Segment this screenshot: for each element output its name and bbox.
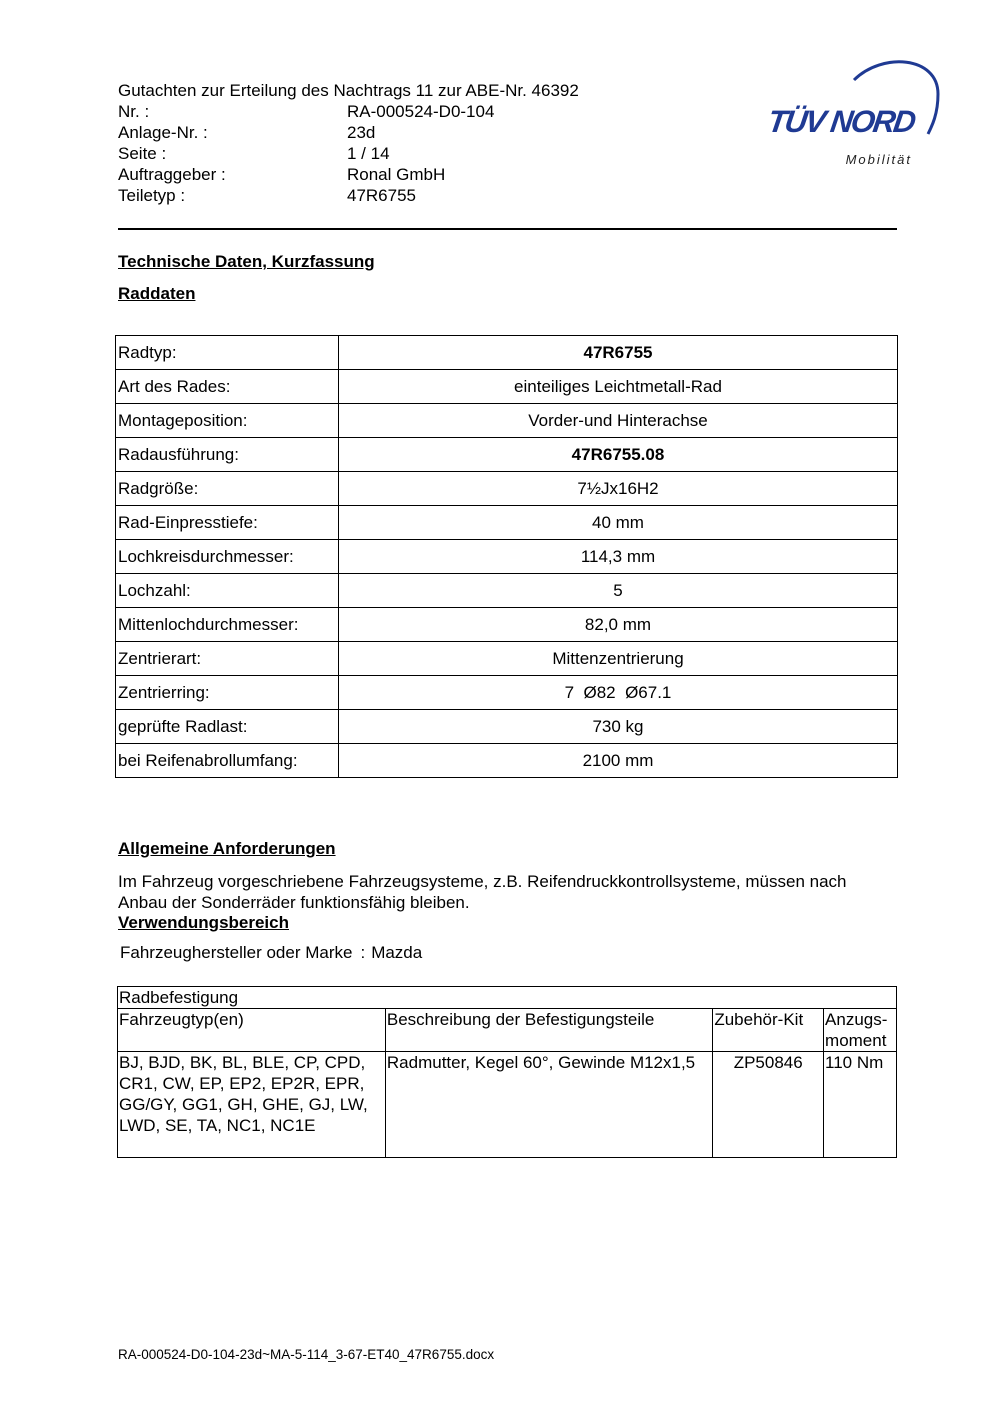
wheel-label: Rad-Einpresstiefe: bbox=[116, 506, 339, 540]
logo-subtitle: Mobilität bbox=[845, 152, 912, 167]
table-row bbox=[116, 472, 898, 506]
wheel-value: 47R6755 bbox=[339, 336, 898, 370]
section-heading-raddaten: Raddaten bbox=[118, 284, 196, 303]
header-value: 47R6755 bbox=[347, 186, 417, 205]
wheel-value: Vorder-und Hinterachse bbox=[339, 404, 898, 438]
header-label: Nr. : bbox=[118, 102, 150, 121]
wheel-label: Lochzahl: bbox=[116, 574, 339, 608]
table-row bbox=[116, 336, 898, 370]
wheel-label: Mittenlochdurchmesser: bbox=[116, 608, 339, 642]
table-row bbox=[118, 1052, 897, 1158]
vehicle-types-cell: BJ, BJD, BK, BL, BLE, CP, CPD, CR1, CW, EP, EP2, EP2R, EPR, GG/GY, GG1, GH, GHE, GJ, LW, LWD, SE, TA, NC1, NC1E bbox=[118, 1052, 386, 1158]
wheel-label: bei Reifenabrollumfang: bbox=[116, 744, 339, 778]
wheel-label: Montageposition: bbox=[116, 404, 339, 438]
table-row bbox=[116, 438, 898, 472]
wheel-value: 7 Ø82 Ø67.1 bbox=[339, 676, 898, 710]
wheel-label: geprüfte Radlast: bbox=[116, 710, 339, 744]
wheel-value: 47R6755.08 bbox=[339, 438, 898, 472]
header-row bbox=[118, 164, 638, 185]
wheel-value: 2100 mm bbox=[339, 744, 898, 778]
column-header: Zubehör-Kit bbox=[713, 1009, 824, 1052]
fastener-description-cell: Radmutter, Kegel 60°, Gewinde M12x1,5 bbox=[385, 1052, 712, 1158]
document-footer: RA-000524-D0-104-23d~MA-5-114_3-67-ET40_47R6755.docx bbox=[118, 1347, 495, 1362]
section-heading-allgemein: Allgemeine Anforderungen bbox=[118, 839, 336, 858]
wheel-label: Art des Rades: bbox=[116, 370, 339, 404]
header-value: RA-000524-D0-104 bbox=[347, 102, 495, 121]
table-row bbox=[116, 370, 898, 404]
wheel-label: Zentrierring: bbox=[116, 676, 339, 710]
header-row bbox=[118, 122, 638, 143]
section-heading-verwendung: Verwendungsbereich bbox=[118, 913, 289, 932]
column-header: Fahrzeugtyp(en) bbox=[118, 1009, 386, 1052]
manufacturer-line bbox=[120, 943, 422, 963]
wheel-value: 5 bbox=[339, 574, 898, 608]
wheel-value: 114,3 mm bbox=[339, 540, 898, 574]
header-row bbox=[118, 101, 638, 122]
header-row bbox=[118, 143, 638, 164]
document-header bbox=[118, 80, 638, 206]
column-header: Beschreibung der Befestigungsteile bbox=[385, 1009, 712, 1052]
table-row bbox=[116, 710, 898, 744]
table-row bbox=[116, 404, 898, 438]
header-label: Anlage-Nr. : bbox=[118, 123, 208, 142]
header-label: Teiletyp : bbox=[118, 186, 186, 205]
column-header: Anzugs-moment bbox=[824, 1009, 897, 1052]
table-row bbox=[116, 540, 898, 574]
table-row bbox=[116, 744, 898, 778]
general-requirements-text: Im Fahrzeug vorgeschriebene Fahrzeugsysteme, z.B. Reifendruckkontrollsysteme, müssen nach Anbau der Sonderräder funktionsfähig bleiben. bbox=[118, 872, 847, 912]
manufacturer-label: Fahrzeughersteller oder Marke bbox=[120, 943, 353, 962]
wheel-label: Lochkreisdurchmesser: bbox=[116, 540, 339, 574]
header-label: Seite : bbox=[118, 144, 167, 163]
wheel-value: 40 mm bbox=[339, 506, 898, 540]
section-heading-tech: Technische Daten, Kurzfassung bbox=[118, 252, 375, 271]
wheel-value: 7½Jx16H2 bbox=[339, 472, 898, 506]
table-row bbox=[116, 676, 898, 710]
accessory-kit-cell: ZP50846 bbox=[713, 1052, 824, 1158]
header-value: Ronal GmbH bbox=[347, 165, 446, 184]
wheel-value: einteiliges Leichtmetall-Rad bbox=[339, 370, 898, 404]
header-value: 1 / 14 bbox=[347, 144, 390, 163]
header-row bbox=[118, 185, 638, 206]
wheel-label: Radtyp: bbox=[116, 336, 339, 370]
document-title: Gutachten zur Erteilung des Nachtrags 11 zur ABE-Nr. 46392 bbox=[118, 81, 579, 100]
header-label: Auftraggeber : bbox=[118, 165, 226, 184]
tuev-nord-logo bbox=[762, 58, 942, 170]
manufacturer-value: Mazda bbox=[371, 943, 423, 962]
table-row bbox=[116, 608, 898, 642]
wheel-label: Radausführung: bbox=[116, 438, 339, 472]
table-header-row bbox=[118, 1009, 897, 1052]
wheel-label: Zentrierart: bbox=[116, 642, 339, 676]
wheel-value: Mittenzentrierung bbox=[339, 642, 898, 676]
mounting-title: Radbefestigung bbox=[118, 987, 897, 1009]
mounting-table bbox=[117, 986, 897, 1158]
wheel-value: 730 kg bbox=[339, 710, 898, 744]
torque-cell: 110 Nm bbox=[824, 1052, 897, 1158]
logo-wordmark: TÜV NORD bbox=[765, 104, 917, 139]
manufacturer-separator: : bbox=[360, 943, 366, 962]
header-value: 23d bbox=[347, 123, 376, 142]
table-row bbox=[116, 506, 898, 540]
wheel-data-table bbox=[115, 335, 898, 778]
table-row bbox=[118, 987, 897, 1009]
wheel-value: 82,0 mm bbox=[339, 608, 898, 642]
table-row bbox=[116, 574, 898, 608]
wheel-label: Radgröße: bbox=[116, 472, 339, 506]
header-divider bbox=[118, 228, 897, 230]
table-row bbox=[116, 642, 898, 676]
